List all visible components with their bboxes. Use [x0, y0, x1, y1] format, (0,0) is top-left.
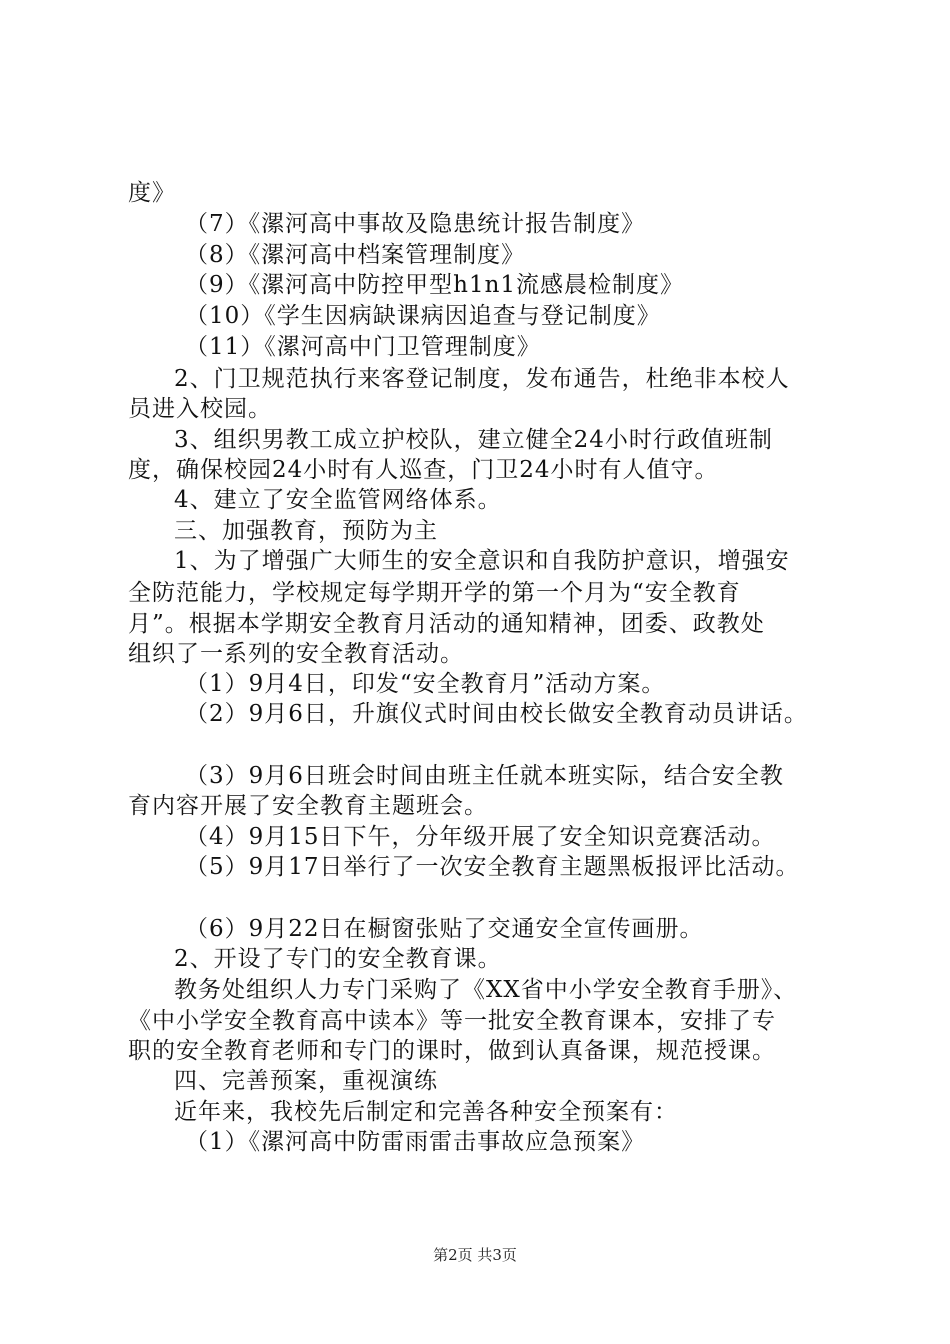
text-line: （11）《漯河高中门卫管理制度》	[185, 334, 541, 360]
text-line: （5）9月17日举行了一次安全教育主题黑板报评比活动。	[185, 854, 800, 880]
text-line: 员进入校园。	[128, 396, 272, 422]
text-line: 全防范能力，学校规定每学期开学的第一个月为“安全教育	[128, 580, 741, 606]
text-line: 2、开设了专门的安全教育课。	[174, 946, 502, 972]
text-line: （1）9月4日，印发“安全教育月”活动方案。	[185, 671, 666, 697]
text-line: 职的安全教育老师和专门的课时，做到认真备课，规范授课。	[128, 1038, 776, 1064]
text-line: （8）《漯河高中档案管理制度》	[185, 242, 526, 268]
text-line: 近年来，我校先后制定和完善各种安全预案有：	[174, 1099, 678, 1125]
text-line: 组织了一系列的安全教育活动。	[128, 641, 464, 667]
text-line: 2、门卫规范执行来客登记制度，发布通告，杜绝非本校人	[174, 366, 790, 392]
text-line: 度》	[128, 180, 176, 206]
text-line: 《中小学安全教育高中读本》等一批安全教育课本，安排了专	[128, 1008, 776, 1034]
text-line: （2）9月6日，升旗仪式时间由校长做安全教育动员讲话。	[185, 701, 808, 727]
text-line: （10）《学生因病缺课病因追查与登记制度》	[185, 303, 661, 329]
text-line: 教务处组织人力专门采购了《XX省中小学安全教育手册》、	[174, 977, 798, 1003]
text-line: （6）9月22日在橱窗张贴了交通安全宣传画册。	[185, 916, 704, 942]
section-heading: 三、加强教育，预防为主	[174, 518, 438, 544]
text-line: 3、组织男教工成立护校队，建立健全24小时行政值班制	[174, 427, 773, 453]
text-line: （1）《漯河高中防雷雨雷击事故应急预案》	[185, 1129, 646, 1155]
text-line: 4、建立了安全监管网络体系。	[174, 487, 502, 513]
text-line: （4）9月15日下午，分年级开展了安全知识竞赛活动。	[185, 824, 776, 850]
section-heading: 四、完善预案，重视演练	[174, 1068, 438, 1094]
text-line: （3）9月6日班会时间由班主任就本班实际，结合安全教	[185, 763, 784, 789]
text-line: 度，确保校园24小时有人巡查，门卫24小时有人值守。	[128, 457, 719, 483]
page-number-footer: 第2页 共3页	[433, 1246, 517, 1264]
text-line: 育内容开展了安全教育主题班会。	[128, 793, 488, 819]
text-line: （9）《漯河高中防控甲型h1n1流感晨检制度》	[185, 272, 685, 298]
text-line: 月”。根据本学期安全教育月活动的通知精神，团委、政教处	[128, 611, 765, 637]
text-line: 1、为了增强广大师生的安全意识和自我防护意识，增强安	[174, 548, 790, 574]
text-line: （7）《漯河高中事故及隐患统计报告制度》	[185, 211, 646, 237]
